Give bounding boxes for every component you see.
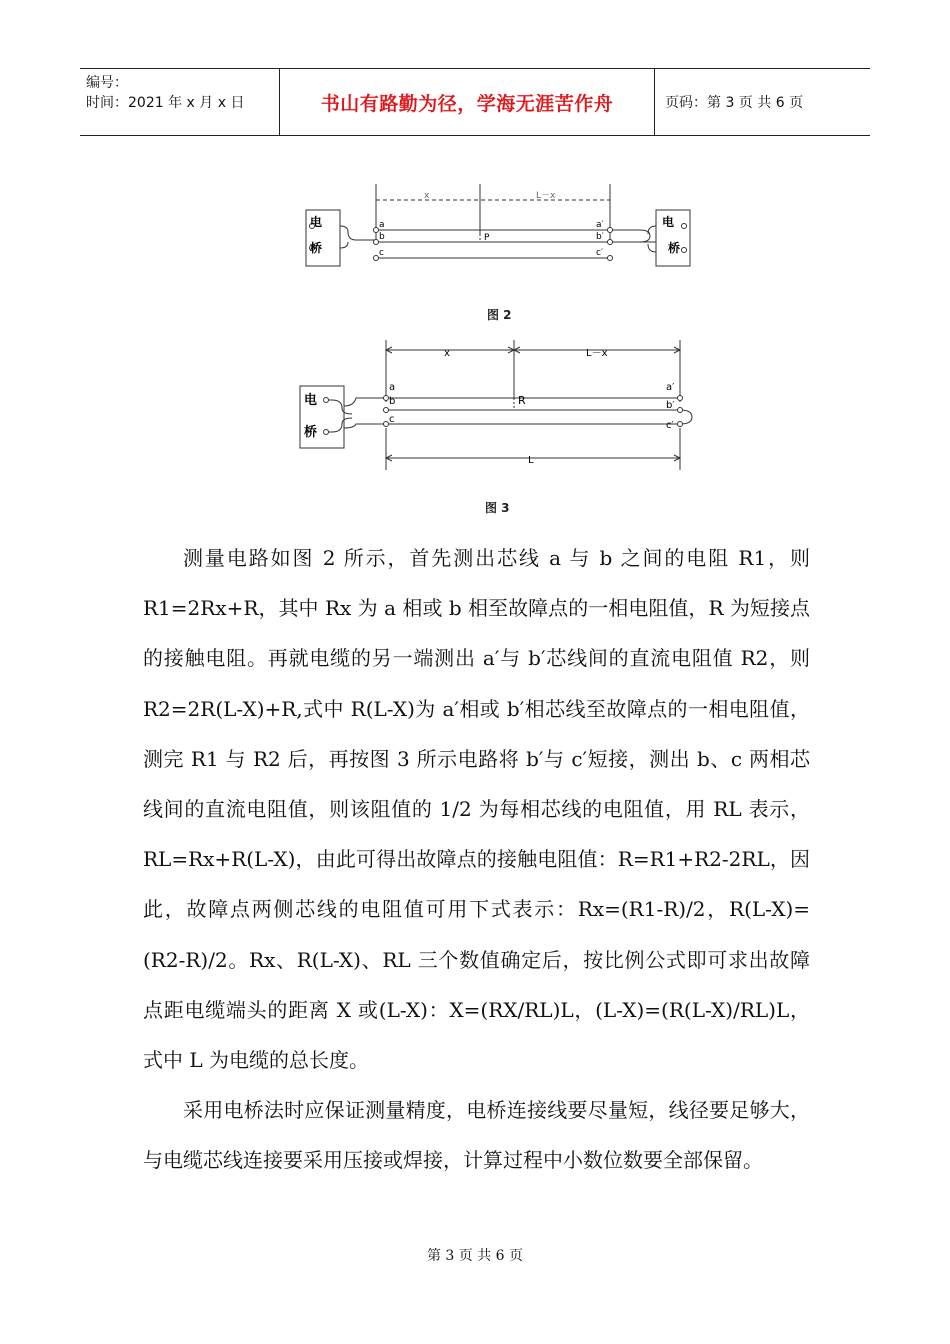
fig2-bridge-bottom: 桥 (310, 241, 323, 255)
fig3-label-b-prime: b′ (666, 400, 675, 411)
fig2-dim-lx: L－x (536, 191, 556, 201)
paragraph-precision: 采用电桥法时应保证测量精度，电桥连接线要尽量短，线径要足够大，与电缆芯线连接要采用压接或焊接，计算过程中小数位数要全部保留。 (143, 1098, 810, 1173)
fig3-dim-l: L (528, 455, 534, 466)
fig2-label-b-prime: b′ (596, 232, 604, 242)
fig2-label-fault: P (484, 233, 490, 243)
fig2-label-b: b (379, 232, 385, 242)
fig3-label-c: c (389, 414, 395, 425)
fig3-bridge-top: 电 (304, 393, 318, 408)
fig2-label-c: c (379, 248, 384, 258)
fig3-bridge-bottom: 桥 (304, 425, 318, 440)
body-content (143, 533, 810, 1186)
fig2-bridge-right-bottom: 桥 (668, 241, 681, 255)
fig3-label-b: b (389, 396, 396, 407)
figure-3-caption: 图 3 (485, 501, 510, 515)
fig2-bridge-top: 电 (310, 215, 323, 229)
fig2-label-a-prime: a′ (596, 220, 604, 230)
fig3-label-a-prime: a′ (666, 382, 675, 393)
fig3-dim-lx: L－x (586, 348, 608, 359)
page-header (80, 68, 870, 136)
page-footer: 第 3 页 共 6 页 (426, 1248, 524, 1264)
header-meta (80, 69, 280, 135)
figure-2-caption: 图 2 (487, 308, 512, 322)
paragraph-measurement: 测量电路如图 2 所示，首先测出芯线 a 与 b 之间的电阻 R1，则 R1=2Rx+R，其中 Rx 为 a 相或 b 相至故障点的一相电阻值，R 为短接点的接触电阻。再就电缆的另一端测出 a′与 b′芯线间的直流电阻值 R2，则 R2=2R(L-X)+R,式中 R(L-X)为 a′相或 b′相芯线至故障点的一相电阻值，测完 R1 与 R2 后，再按图 3 所示电路将 b′与 c′短接，测出 b、c 两相芯线间的直流电阻值，则该阻值的 1/2 为每相芯线的电阻值，用 RL 表示，RL=Rx+R(L-X)，由此可得出故障点的接触电阻值：R=R1+R2-2RL，因此，故障点两侧芯线的电阻值可用下式表示：Rx=(R1-R)/2，R(L-X)=(R2-R)/2。Rx、R(L-X)、RL 三个数值确定后，按比例公式即可求出故障点距电缆端头的距离 X 或(L-X)：X=(RX/RL)L，(L-X)=(R(L-X)/RL)L，式中 L 为电缆的总长度。 (143, 546, 810, 1073)
fig3-label-c-prime: c′ (666, 420, 674, 431)
figure-3 (296, 336, 716, 476)
figure-2-diagram (300, 178, 700, 278)
fig3-label-fault: R (518, 394, 526, 407)
number-label: 编号： (86, 75, 128, 91)
figure-2 (300, 178, 700, 278)
header-page-info (655, 69, 870, 135)
fig2-dim-x: x (424, 191, 430, 201)
fig2-label-a: a (379, 220, 385, 230)
fig2-bridge-right-top: 电 (662, 215, 675, 229)
page-info: 页码：第 3 页 共 6 页 (665, 95, 804, 111)
time-label: 时间：2021 年 x 月 x 日 (86, 95, 245, 111)
figure-3-diagram (296, 336, 716, 476)
fig3-label-a: a (389, 382, 396, 393)
header-motto-cell (280, 69, 655, 135)
fig2-label-c-prime: c′ (596, 248, 603, 258)
fig3-dim-x: x (444, 348, 450, 359)
motto: 书山有路勤为径，学海无涯苦作舟 (320, 92, 614, 115)
